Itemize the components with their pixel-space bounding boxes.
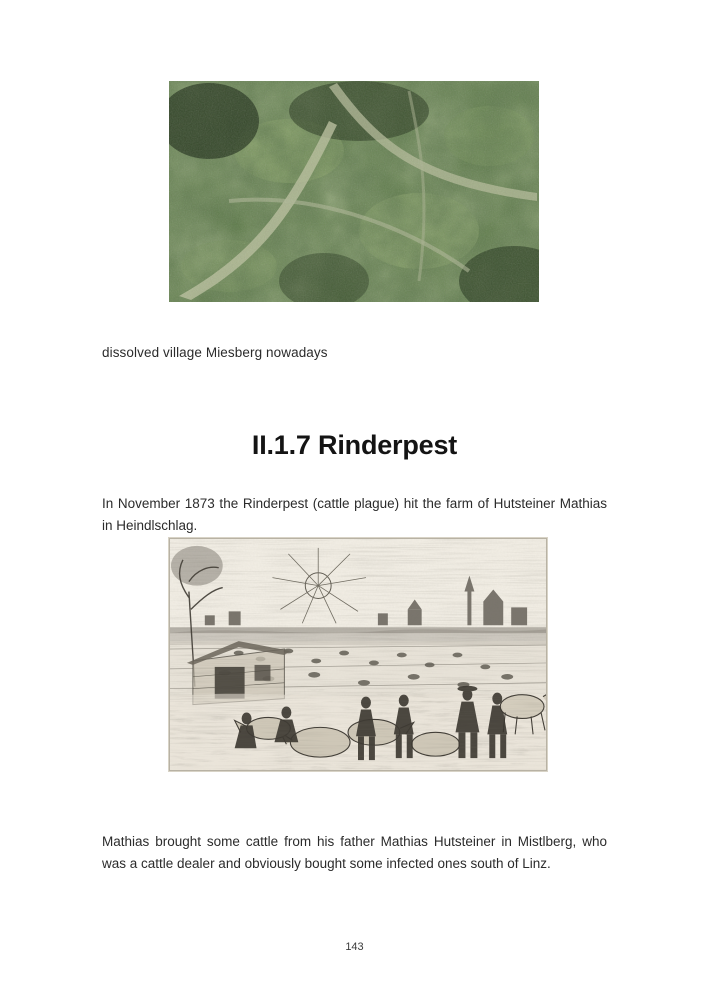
paragraph-body: Mathias brought some cattle from his father Mathias Hutsteiner in Mistlberg, who was a cattle dealer and obviously bought some infected ones south of Linz.	[102, 833, 607, 871]
rinderpest-engraving	[168, 537, 548, 772]
page-title: II.1.7 Rinderpest	[251, 430, 458, 461]
aerial-photo-graphic	[169, 81, 539, 302]
paragraph-intro: In November 1873 the Rinderpest (cattle plague) hit the farm of Hutsteiner Mathias in Heindlschlag.	[102, 495, 607, 533]
aerial-photo-miesberg	[169, 81, 539, 302]
engraving-graphic	[169, 538, 547, 771]
page-number: 143	[345, 941, 364, 953]
figure-caption: dissolved village Miesberg nowadays	[102, 345, 328, 360]
page-content	[102, 0, 607, 992]
